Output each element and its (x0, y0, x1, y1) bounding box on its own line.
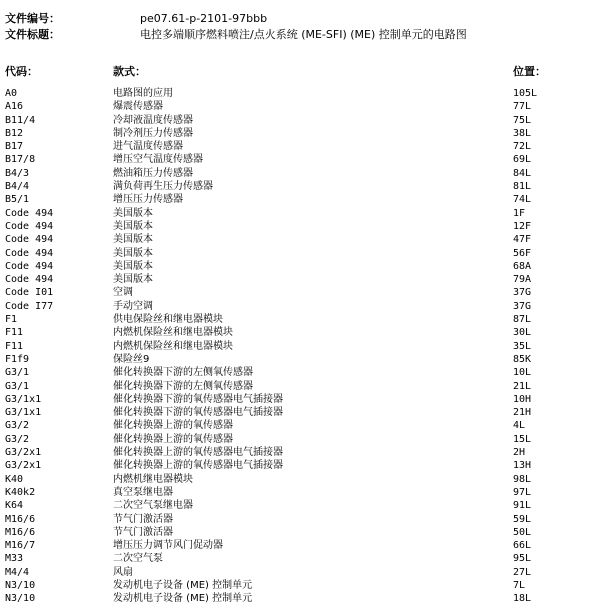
table-row (0, 100, 606, 113)
doc-title-label: 文件标题： (5, 28, 60, 41)
row-location: 79A (513, 274, 532, 286)
row-location: 21L (513, 380, 532, 392)
doc-number-label: 文件编号： (5, 12, 60, 25)
row-code: K40k2 (5, 486, 36, 498)
component-table (0, 87, 606, 606)
row-description: 催化转换器下游的左侧氧传感器 (113, 367, 253, 379)
table-row (0, 207, 606, 220)
row-description: 催化转换器上游的氧传感器电气插接器 (113, 460, 283, 472)
row-description: 保险丝9 (113, 353, 150, 365)
row-description: 美国版本 (113, 247, 153, 259)
row-code: K40 (5, 473, 24, 485)
row-code: M16/6 (5, 526, 36, 538)
row-code: M4/4 (5, 566, 30, 578)
row-code: B17/8 (5, 154, 36, 166)
row-location: 4L (513, 420, 526, 432)
row-description: 催化转换器下游的氧传感器电气插接器 (113, 407, 283, 419)
row-code: B11/4 (5, 114, 36, 126)
row-location: 68A (513, 260, 532, 272)
row-description: 美国版本 (113, 234, 153, 246)
row-location: 27L (513, 566, 532, 578)
row-code: M16/6 (5, 513, 36, 525)
table-row (0, 220, 606, 233)
row-location: 59L (513, 513, 532, 525)
row-location: 69L (513, 154, 532, 166)
row-location: 10H (513, 393, 532, 405)
row-description: 空调 (113, 287, 133, 299)
table-row (0, 446, 606, 459)
row-location: 72L (513, 141, 532, 153)
row-description: 二次空气泵继电器 (113, 500, 193, 512)
row-location: 77L (513, 101, 532, 113)
row-code: G3/2 (5, 420, 30, 432)
row-description: 增压压力调节风门促动器 (113, 540, 223, 552)
table-row (0, 419, 606, 432)
row-code: M16/7 (5, 540, 36, 552)
row-location: 81L (513, 181, 532, 193)
doc-title-value: 电控多端顺序燃料喷注/点火系统 (ME-SFI) (ME) 控制单元的电路图 (140, 28, 467, 41)
row-location: 95L (513, 553, 532, 565)
column-header-location: 位置： (513, 65, 546, 78)
row-location: 7L (513, 579, 526, 591)
row-code: A16 (5, 101, 24, 113)
row-description: 满负荷再生压力传感器 (113, 181, 213, 193)
column-header-desc: 款式： (113, 65, 146, 78)
row-description: 催化转换器上游的氧传感器 (113, 433, 233, 445)
row-code: G3/1x1 (5, 393, 42, 405)
row-code: Code 494 (5, 274, 54, 286)
row-description: 制冷剂压力传感器 (113, 127, 193, 139)
row-description: 增压空气温度传感器 (113, 154, 203, 166)
table-row (0, 193, 606, 206)
row-code: G3/2x1 (5, 460, 42, 472)
row-code: A0 (5, 88, 18, 99)
row-code: K64 (5, 500, 24, 512)
row-code: Code 494 (5, 207, 54, 219)
row-code: Code I77 (5, 300, 54, 312)
row-code: Code 494 (5, 234, 54, 246)
row-code: B12 (5, 127, 24, 139)
table-row (0, 273, 606, 286)
row-description: 美国版本 (113, 274, 153, 286)
table-row (0, 552, 606, 565)
row-location: 37G (513, 300, 532, 312)
row-code: F1f9 (5, 353, 30, 365)
table-row (0, 393, 606, 406)
row-description: 美国版本 (113, 207, 153, 219)
row-description: 美国版本 (113, 220, 153, 232)
table-row (0, 326, 606, 339)
table-row (0, 167, 606, 180)
row-code: N3/10 (5, 593, 36, 605)
row-location: 66L (513, 540, 532, 552)
row-code: B5/1 (5, 194, 30, 206)
row-description: 进气温度传感器 (113, 141, 183, 153)
row-description: 二次空气泵 (113, 553, 163, 565)
table-row (0, 380, 606, 393)
table-row (0, 340, 606, 353)
row-description: 发动机电子设备 (ME) 控制单元 (113, 593, 253, 605)
row-location: 47F (513, 234, 532, 246)
row-location: 75L (513, 114, 532, 126)
row-code: Code 494 (5, 260, 54, 272)
row-code: G3/2 (5, 433, 30, 445)
row-code: N3/10 (5, 579, 36, 591)
row-code: B4/4 (5, 181, 30, 193)
table-row (0, 140, 606, 153)
row-location: 87L (513, 314, 532, 326)
row-description: 电路图的应用 (113, 88, 173, 99)
row-location: 18L (513, 593, 532, 605)
table-row (0, 260, 606, 273)
row-description: 风扇 (113, 566, 133, 578)
table-row (0, 233, 606, 246)
row-location: 98L (513, 473, 532, 485)
row-description: 燃油箱压力传感器 (113, 167, 193, 179)
table-row (0, 433, 606, 446)
row-description: 节气门激活器 (113, 513, 173, 525)
row-code: F11 (5, 327, 24, 339)
row-description: 真空泵继电器 (113, 486, 173, 498)
row-description: 催化转换器上游的氧传感器 (113, 420, 233, 432)
row-code: B17 (5, 141, 24, 153)
row-code: G3/1 (5, 367, 30, 379)
row-location: 74L (513, 194, 532, 206)
row-location: 105L (513, 88, 538, 99)
table-row (0, 366, 606, 379)
row-code: F1 (5, 314, 18, 326)
row-location: 91L (513, 500, 532, 512)
row-location: 1F (513, 207, 526, 219)
table-row (0, 313, 606, 326)
table-row (0, 486, 606, 499)
row-code: Code 494 (5, 220, 54, 232)
row-description: 供电保险丝和继电器模块 (113, 314, 223, 326)
table-row (0, 566, 606, 579)
row-location: 13H (513, 460, 532, 472)
table-row (0, 247, 606, 260)
table-row (0, 579, 606, 592)
table-row (0, 459, 606, 472)
row-code: F11 (5, 340, 24, 352)
row-description: 催化转换器上游的氧传感器电气插接器 (113, 447, 283, 459)
table-row (0, 526, 606, 539)
row-location: 84L (513, 167, 532, 179)
row-code: M33 (5, 553, 24, 565)
row-location: 35L (513, 340, 532, 352)
row-description: 催化转换器下游的左侧氧传感器 (113, 380, 253, 392)
table-row (0, 127, 606, 140)
table-row (0, 539, 606, 552)
row-code: Code I01 (5, 287, 54, 299)
row-description: 内燃机保险丝和继电器模块 (113, 340, 233, 352)
row-location: 15L (513, 433, 532, 445)
table-row (0, 180, 606, 193)
row-description: 手动空调 (113, 300, 153, 312)
row-description: 增压压力传感器 (113, 194, 183, 206)
row-location: 2H (513, 447, 526, 459)
row-code: G3/2x1 (5, 447, 42, 459)
table-row (0, 300, 606, 313)
row-location: 30L (513, 327, 532, 339)
table-row (0, 473, 606, 486)
row-code: Code 494 (5, 247, 54, 259)
row-description: 爆震传感器 (113, 101, 163, 113)
row-description: 节气门激活器 (113, 526, 173, 538)
row-location: 12F (513, 220, 532, 232)
row-description: 美国版本 (113, 260, 153, 272)
table-row (0, 87, 606, 100)
row-location: 56F (513, 247, 532, 259)
row-code: G3/1x1 (5, 407, 42, 419)
table-row (0, 286, 606, 299)
table-row (0, 353, 606, 366)
row-location: 97L (513, 486, 532, 498)
row-location: 38L (513, 127, 532, 139)
row-description: 催化转换器下游的氧传感器电气插接器 (113, 393, 283, 405)
row-location: 50L (513, 526, 532, 538)
row-location: 10L (513, 367, 532, 379)
row-location: 21H (513, 407, 532, 419)
table-row (0, 114, 606, 127)
row-code: G3/1 (5, 380, 30, 392)
column-header-code: 代码： (5, 65, 38, 78)
table-row (0, 513, 606, 526)
doc-number-value: pe07.61-p-2101-97bbb (140, 12, 268, 25)
table-row (0, 153, 606, 166)
row-description: 冷却液温度传感器 (113, 114, 193, 126)
row-location: 37G (513, 287, 532, 299)
row-description: 内燃机继电器模块 (113, 473, 193, 485)
row-description: 内燃机保险丝和继电器模块 (113, 327, 233, 339)
row-location: 85K (513, 353, 532, 365)
table-row (0, 499, 606, 512)
row-code: B4/3 (5, 167, 30, 179)
table-row (0, 406, 606, 419)
row-description: 发动机电子设备 (ME) 控制单元 (113, 579, 253, 591)
